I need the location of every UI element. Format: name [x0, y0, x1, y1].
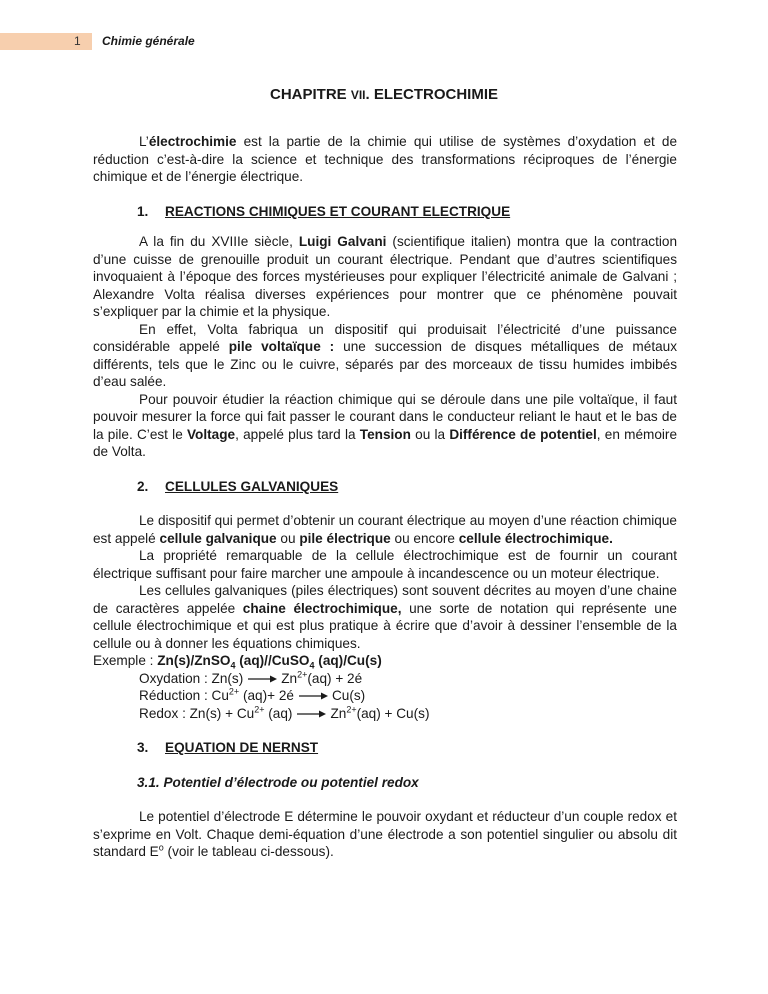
text-run: (aq)/Cu(s)	[314, 653, 382, 668]
oxidation-equation	[93, 670, 677, 688]
intro-paragraph	[93, 133, 677, 186]
text-run: ou la	[410, 426, 450, 442]
reaction-arrow-icon	[247, 674, 277, 684]
intro-pre: L’	[139, 134, 149, 149]
superscript: 2+	[228, 686, 240, 697]
text-run: (aq) + 2é	[307, 670, 363, 686]
chapter-roman: VII	[350, 88, 366, 102]
section-1-number: 1.	[137, 203, 149, 219]
text-run: Redox : Zn(s) + Cu	[139, 705, 255, 721]
intro-rest: est la partie de la chimie qui utilise de systèmes d’oxydation et de réduction c’est-à-dire la science et technique des transformations réciproques de l’énergie chimique et de l’énergie électrique.	[93, 134, 677, 184]
bold-term: cellule galvanique	[159, 530, 277, 546]
page-number: 1	[74, 34, 81, 48]
chapter-suffix: . ELECTROCHIMIE	[365, 86, 499, 103]
subscript: 4	[230, 660, 236, 671]
bold-term: Voltage	[187, 426, 236, 442]
bold-term: cellule électrochimique.	[458, 530, 613, 546]
running-title: Chimie générale	[102, 34, 195, 48]
superscript: 2+	[346, 703, 357, 714]
text-run: ou encore	[390, 530, 459, 546]
reaction-arrow-icon	[296, 709, 326, 719]
chapter-prefix: CHAPITRE	[269, 86, 351, 103]
bold-term: Tension	[359, 426, 411, 442]
bold-term: Différence de potentiel	[449, 426, 597, 442]
chapter-title	[0, 86, 768, 103]
section-1-heading	[93, 203, 677, 221]
text-run: Le potentiel d’électrode E détermine le pouvoir oxydant et réducteur d’un couple redox et s’exprime en Volt. Chaque demi-équation d’une électrode a son potentiel singulier ou absolu dit standard E	[93, 809, 677, 859]
redox-equation	[93, 705, 677, 723]
text-run: Réduction : Cu	[139, 688, 229, 703]
section-3-title: EQUATION DE NERNST	[165, 740, 319, 755]
bold-term: chaine électrochimique,	[242, 600, 402, 616]
text-run: , en mémoire de Volta.	[93, 426, 677, 459]
section-1-paragraph-3	[93, 391, 677, 461]
example-label: Exemple :	[93, 653, 158, 668]
bold-term: pile voltaïque :	[228, 339, 335, 354]
text-run: (aq)//CuSO	[235, 653, 310, 668]
section-2-paragraph-1	[93, 512, 677, 547]
section-1-paragraph-1	[93, 233, 677, 321]
text-run: une succession de disques métalliques de métaux différents, tels que le Zinc ou le cuivre, séparés par des morceaux de tissu humides imbibés d’eau salée.	[93, 339, 678, 389]
section-2-paragraph-3	[93, 582, 677, 652]
text-run: , appelé plus tard la	[235, 426, 360, 442]
bold-term: Luigi Galvani	[298, 234, 387, 249]
text-run: Pour pouvoir étudier la réaction chimique qui se déroule dans une pile voltaïque, il faut pouvoir mesurer la force qui fait passer le courant dans le conducteur reliant le haut et le bas de la pile. C’est le	[93, 391, 677, 442]
text-run: (aq)	[264, 705, 293, 721]
section-2-heading	[93, 478, 677, 496]
text-run: une sorte de notation qui représente une cellule électrochimique et qui est plus pratique à écrire que d’avoir à dessiner l’ensemble de la cellule ou à donner les équations chimiques.	[93, 600, 677, 651]
subscript: 4	[309, 660, 315, 671]
section-3-paragraph-1	[93, 808, 677, 861]
intro-term: électrochimie	[148, 134, 237, 149]
section-2-paragraph-2: La propriété remarquable de la cellule électrochimique est de fournir un courant électrique suffisant pour faire marcher une ampoule à incandescence ou un moteur électrique.	[93, 548, 677, 581]
text-run: (voir le tableau ci-dessous).	[163, 844, 334, 859]
subsection-3-1-heading: 3.1. Potentiel d’électrode ou potentiel redox	[137, 774, 419, 790]
text-run: Zn	[281, 670, 298, 686]
text-run: A la fin du XVIIIe siècle,	[139, 234, 299, 249]
electrochemical-chain	[157, 653, 382, 671]
text-run: Zn	[330, 705, 347, 721]
example-line	[93, 652, 677, 670]
text-run: Les cellules galvaniques (piles électriques) sont souvent décrites au moyen d’une chaine de caractères appelée	[93, 583, 677, 616]
section-3-heading	[93, 739, 677, 757]
section-3-number: 3.	[137, 740, 149, 755]
section-2-title: CELLULES GALVANIQUES	[165, 478, 339, 494]
text-run: Zn(s)/ZnSO	[157, 653, 231, 668]
bold-term: pile électrique	[299, 530, 391, 546]
text-run: ou	[276, 530, 300, 546]
text-run: Cu(s)	[331, 688, 366, 703]
text-run: En effet, Volta fabriqua un dispositif qui produisait l’électricité d’une puissance considérable appelé	[93, 321, 677, 354]
reduction-equation	[93, 687, 677, 705]
text-run: (aq) + Cu(s)	[356, 705, 430, 721]
text-run: (scientifique italien) montra que la contraction d’une cuisse de grenouille produit un courant électrique. Pendant que d’autres scientifiques invoquaient à l’époque des forces mystérieuses pour expliquer l’électricité animale de Galvani ; Alexandre Volta réalisa diverses expériences pour montrer que ce phénomène pouvait s’expliquer par la chimie et la physique.	[93, 234, 678, 319]
text-run: Le dispositif qui permet d’obtenir un courant électrique au moyen d’une réaction chimique est appelé	[93, 513, 677, 546]
superscript: 2+	[297, 668, 308, 679]
superscript: 2+	[254, 703, 265, 714]
document-body	[93, 133, 677, 861]
section-1-title: REACTIONS CHIMIQUES ET COURANT ELECTRIQUE	[165, 203, 511, 219]
superscript: o	[158, 842, 164, 853]
text-run: (aq)+ 2é	[239, 688, 294, 703]
section-1-paragraph-2	[93, 321, 677, 391]
text-run: Oxydation : Zn(s)	[139, 670, 244, 686]
reaction-arrow-icon	[298, 691, 328, 701]
section-2-number: 2.	[137, 478, 149, 494]
